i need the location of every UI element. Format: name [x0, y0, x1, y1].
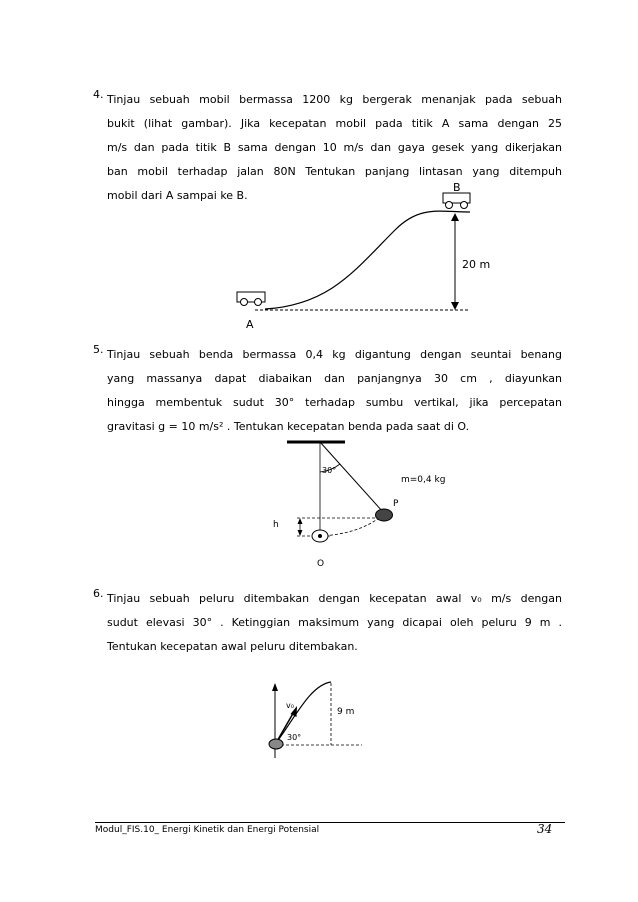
footer-rule	[95, 822, 565, 823]
problem-line: sudut elevasi 30° . Ketinggian maksimum yang dicapai oleh peluru 9 m .	[107, 616, 562, 629]
problem-line: bukit (lihat gambar). Jika kecepatan mobil pada titik A sama dengan 25	[107, 117, 562, 130]
label-o: O	[317, 559, 325, 569]
problem-number: 6.	[93, 587, 104, 600]
problem-line: yang massanya dapat diabaikan dan panjangnya 30 cm , diayunkan	[107, 372, 562, 385]
label-b: B	[453, 181, 461, 194]
problem-line: mobil dari A sampai ke B.	[107, 189, 248, 202]
problem-line: Tentukan kecepatan awal peluru ditembakan.	[107, 640, 358, 653]
page-number: 34	[537, 822, 553, 836]
projectile-ball	[269, 739, 283, 749]
problem-line: Tinjau sebuah mobil bermassa 1200 kg bergerak menanjak pada sebuah	[107, 93, 562, 106]
label-height: 20 m	[462, 258, 491, 271]
problem-line: Tinjau sebuah benda bermassa 0,4 kg digantung dengan seuntai benang	[107, 348, 562, 361]
label-p: P	[393, 499, 399, 509]
label-mass: m=0,4 kg	[401, 475, 446, 485]
y-axis-arrow	[272, 683, 278, 691]
problem-line: gravitasi g = 10 m/s² . Tentukan kecepatan benda pada saat di O.	[107, 420, 470, 433]
problem-line: Tinjau sebuah peluru ditembakan dengan kecepatan awal v₀ m/s dengan	[107, 592, 562, 605]
problem-line: hingga membentuk sudut 30° terhadap sumbu vertikal, jika percepatan	[107, 396, 562, 409]
footer-title: Modul_FIS.10_ Energi Kinetik dan Energi Potensial	[95, 825, 320, 835]
label-angle: 30°	[322, 466, 337, 475]
label-height: 9 m	[337, 707, 355, 717]
problem-line: ban mobil terhadap jalan 80N Tentukan panjang lintasan yang ditempuh	[107, 165, 562, 178]
problem-number: 4.	[93, 88, 104, 101]
problem-line: m/s dan pada titik B sama dengan 10 m/s dan gaya gesek yang dikerjakan	[107, 141, 562, 154]
label-a: A	[246, 318, 254, 331]
label-v0: v₀	[286, 701, 294, 710]
label-angle: 30°	[287, 733, 302, 742]
trajectory-curve	[276, 682, 331, 743]
problem-number: 5.	[93, 343, 104, 356]
label-h: h	[273, 520, 279, 530]
